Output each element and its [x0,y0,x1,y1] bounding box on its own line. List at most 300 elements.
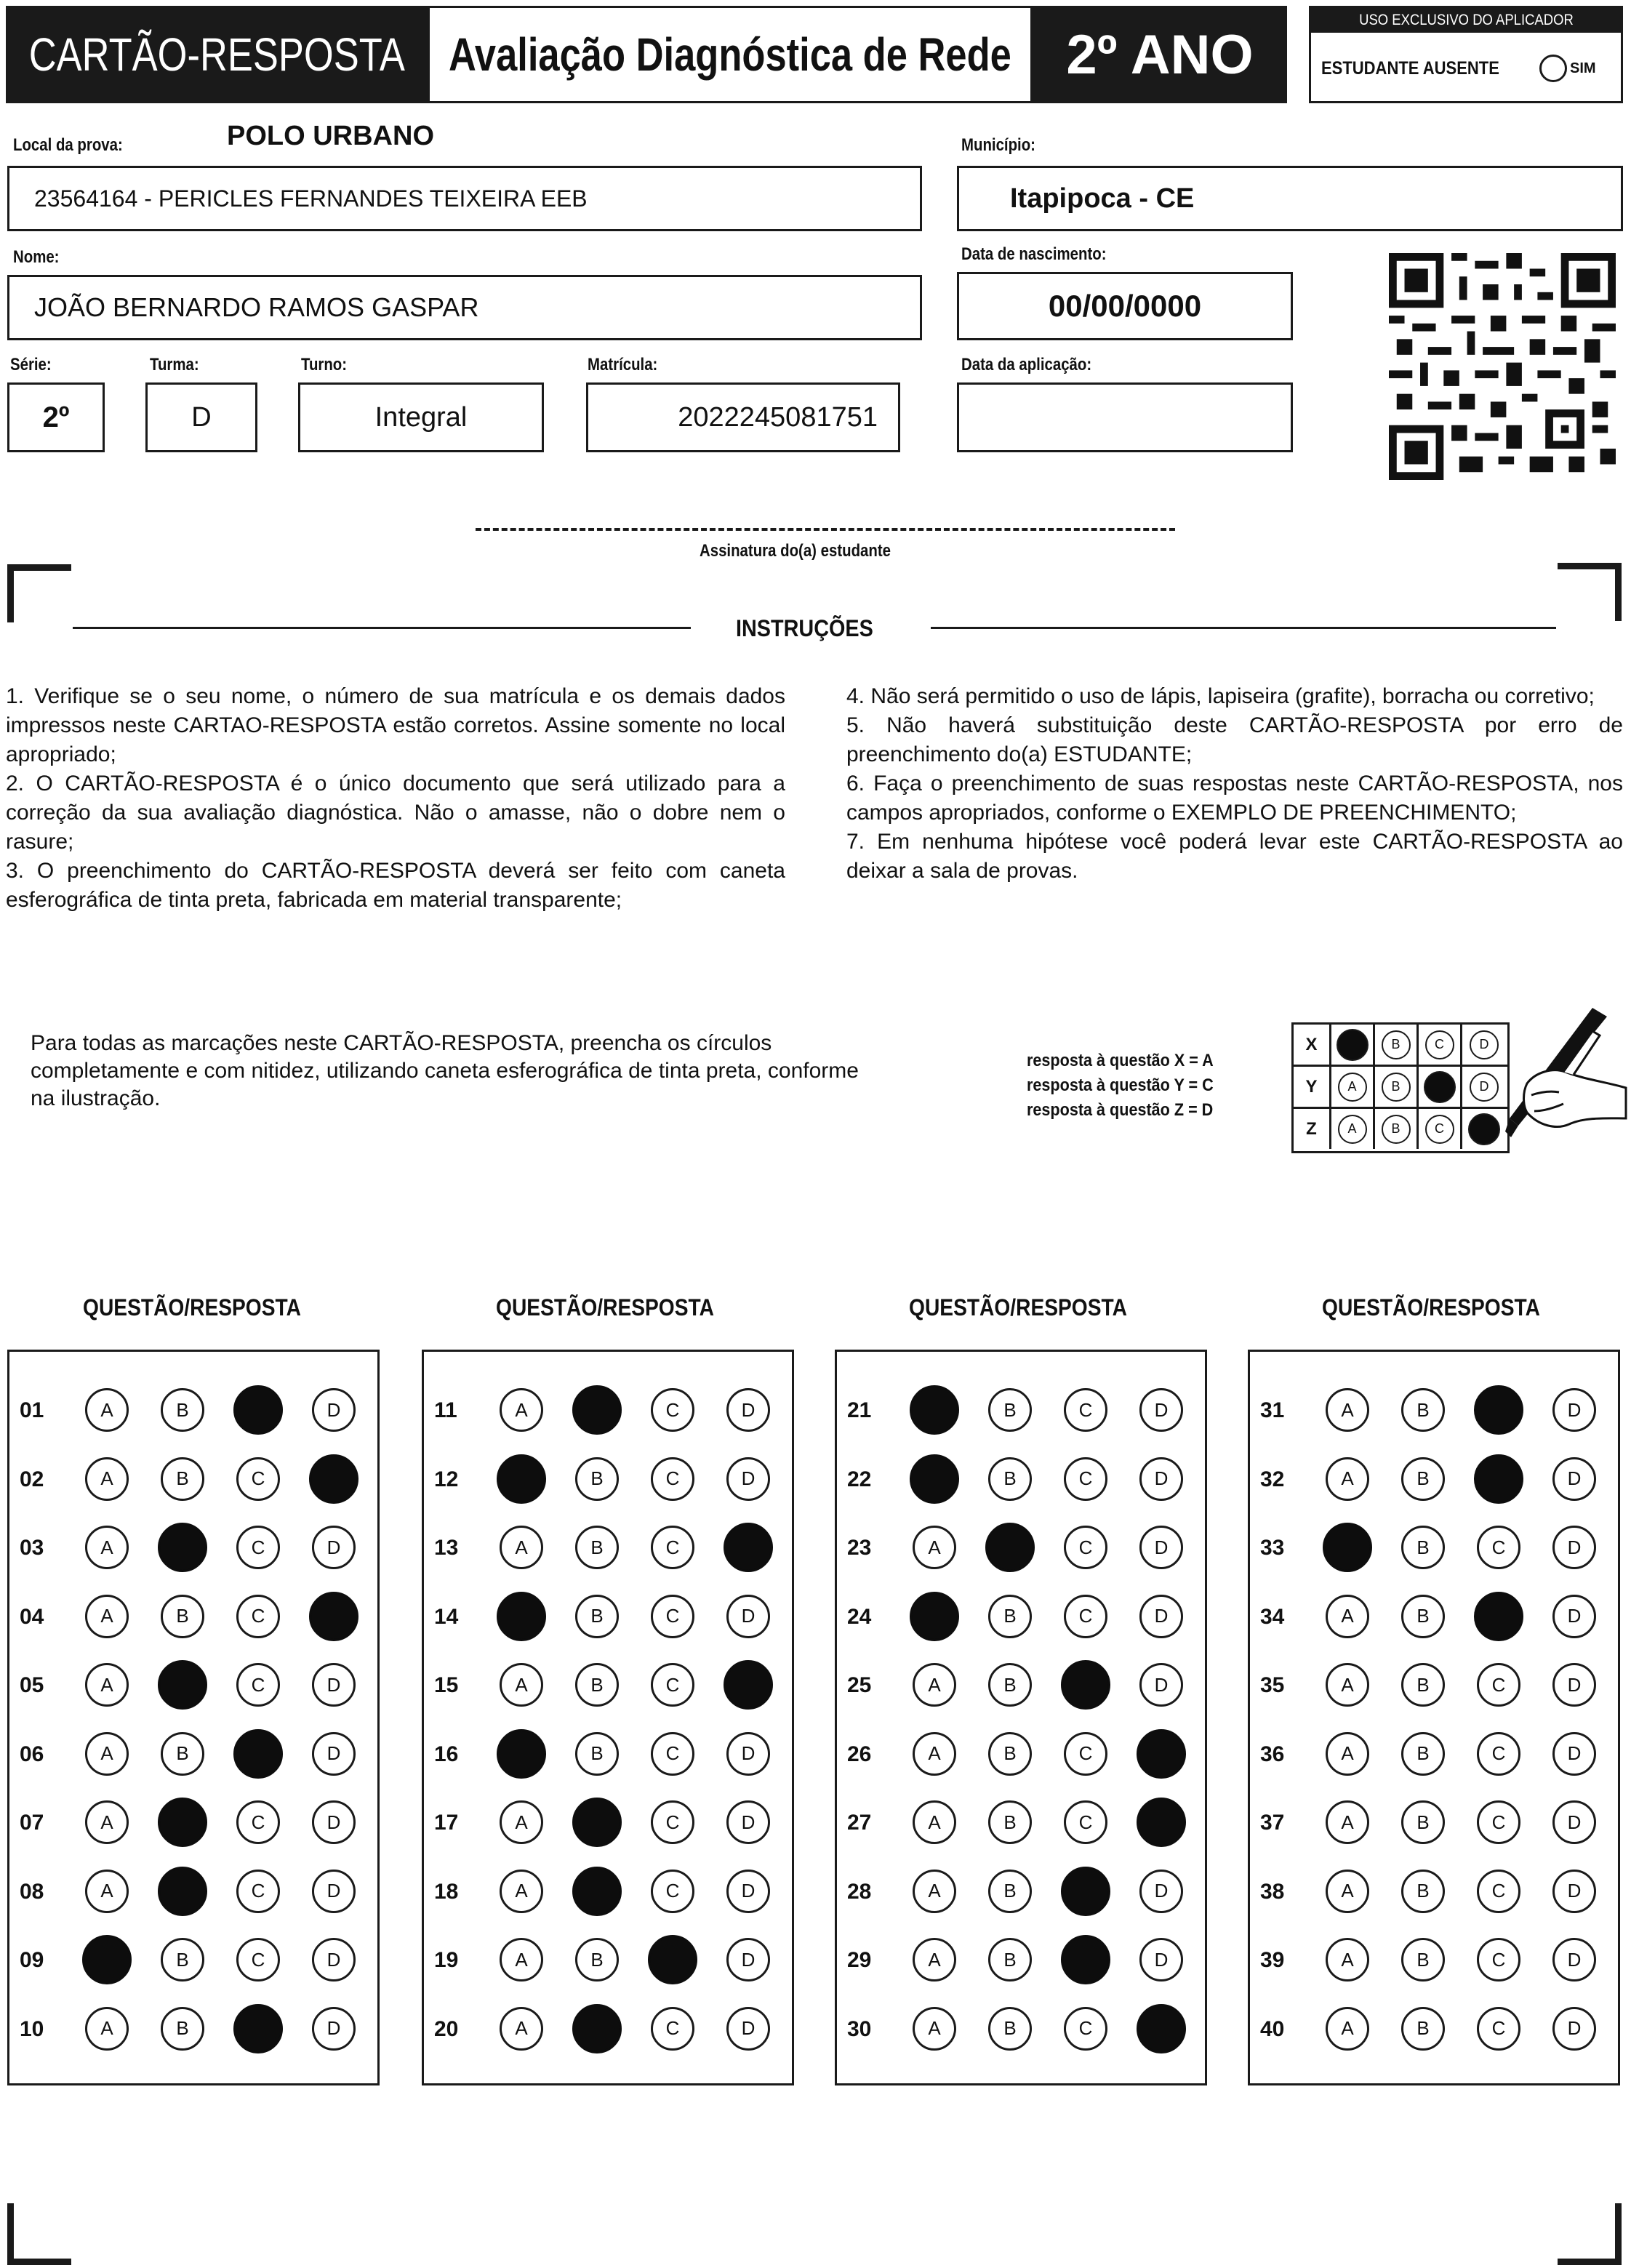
answer-bubble[interactable]: B [1401,1938,1445,1982]
question-number: 33 [1260,1536,1285,1560]
answer-bubble[interactable]: C [1064,1595,1107,1638]
answer-bubble-marked[interactable] [910,1385,959,1435]
answer-bubble-marked[interactable] [985,1523,1035,1572]
example-bubble: A [1338,1073,1367,1102]
answer-row [837,1595,1205,1638]
answer-bubble[interactable]: B [988,1663,1032,1707]
answer-bubble-marked[interactable] [309,1454,358,1504]
signature-line[interactable] [476,528,1175,531]
answer-bubble[interactable]: B [575,1938,619,1982]
answer-bubble[interactable]: C [1477,1870,1520,1913]
municipio-label: Município: [961,135,1035,155]
answer-bubble[interactable]: B [988,1870,1032,1913]
municipio-field [957,166,1623,231]
answer-bubble[interactable]: C [1064,2007,1107,2051]
example-bubble: B [1382,1115,1411,1144]
school-value: 23564164 - PERICLES FERNANDES TEIXEIRA EEB [34,185,588,212]
question-number: 36 [1260,1742,1285,1766]
answer-bubble[interactable]: D [1552,1800,1596,1844]
qr-code [1389,250,1616,483]
answer-bubble-marked[interactable] [1061,1660,1110,1710]
example-bubble: C [1425,1030,1454,1059]
instruction-3: 3. O preenchimento do CARTÃO-RESPOSTA deverá ser feito com caneta esferográfica de tinta preta, fabricada em material transparente; [6,859,785,912]
aplicacao-label: Data da aplicação: [961,355,1092,374]
answer-bubble[interactable]: C [1064,1732,1107,1776]
answer-bubble[interactable]: C [651,1732,694,1776]
example-bubble: B [1382,1073,1411,1102]
matricula-label: Matrícula: [588,355,658,374]
answer-bubble-marked[interactable] [910,1592,959,1641]
answer-bubble[interactable]: B [575,1457,619,1501]
answer-bubble[interactable]: D [726,1800,770,1844]
answer-bubble[interactable]: A [85,1800,129,1844]
question-number: 27 [847,1811,872,1835]
answer-panel [1248,1350,1620,2085]
answer-bubble[interactable]: C [236,1870,280,1913]
answer-bubble[interactable]: D [312,1526,356,1569]
answer-bubble[interactable]: D [312,1938,356,1982]
example-bubble-filled [1424,1071,1456,1103]
answer-bubble[interactable]: A [913,1732,956,1776]
corner-mark-top-right [1558,563,1622,569]
answer-bubble-marked[interactable] [724,1523,773,1572]
question-number: 12 [434,1467,459,1491]
answer-row [1250,1595,1618,1638]
answer-bubble-marked[interactable] [1137,1729,1186,1779]
answer-bubble[interactable]: D [312,1870,356,1913]
answer-bubble[interactable]: B [161,1388,204,1432]
answer-row [9,1663,377,1707]
turma-field [145,382,257,452]
answer-row [837,1800,1205,1844]
question-number: 22 [847,1467,872,1491]
answer-bubble-marked[interactable] [1061,1935,1110,1984]
question-number: 23 [847,1536,872,1560]
answer-bubble[interactable]: B [988,1938,1032,1982]
instructions-title: INSTRUÇÕES [736,615,873,641]
answer-bubble[interactable]: C [236,1526,280,1569]
answer-bubble[interactable]: C [651,1800,694,1844]
answer-row [9,2007,377,2051]
question-number: 17 [434,1811,459,1835]
answer-row [9,1800,377,1844]
question-number: 34 [1260,1604,1285,1629]
turno-field [298,382,544,452]
answer-bubble[interactable]: D [726,1595,770,1638]
answer-bubble[interactable]: C [1477,1526,1520,1569]
answer-bubble-marked[interactable] [1137,1798,1186,1847]
answer-bubble[interactable]: C [651,1457,694,1501]
answer-bubble[interactable]: A [913,2007,956,2051]
answer-bubble[interactable]: B [161,2007,204,2051]
answer-bubble[interactable]: C [236,1663,280,1707]
instruction-6: 6. Faça o preenchimento de suas respostas neste CARTÃO-RESPOSTA, nos campos apropriados, conforme o EXEMPLO DE PREENCHIMENTO; [846,772,1623,825]
matricula-field [586,382,900,452]
question-number: 35 [1260,1673,1285,1697]
answer-bubble[interactable]: B [988,2007,1032,2051]
answer-row [1250,1732,1618,1776]
question-number: 15 [434,1673,459,1697]
answer-bubble[interactable]: D [312,2007,356,2051]
aplicacao-field[interactable] [957,382,1293,452]
example-cell [1331,1025,1375,1065]
instructions-rule-right [931,627,1556,629]
answer-bubble-marked[interactable] [1061,1867,1110,1916]
answer-row [424,1732,792,1776]
example-cell [1419,1109,1462,1149]
question-number: 04 [20,1604,44,1629]
absent-label: ESTUDANTE AUSENTE [1321,57,1499,79]
answer-bubble-marked[interactable] [497,1454,546,1504]
answer-bubble[interactable]: D [1139,1870,1183,1913]
question-number: 02 [20,1467,44,1491]
answer-bubble[interactable]: A [913,1800,956,1844]
answer-bubble[interactable]: B [161,1938,204,1982]
column-header: QUESTÃO/RESPOSTA [496,1294,714,1321]
answer-bubble[interactable]: B [1401,1595,1445,1638]
answer-bubble-marked[interactable] [233,2004,283,2053]
answer-bubble-marked[interactable] [1474,1454,1523,1504]
answer-bubble[interactable]: A [500,1526,543,1569]
question-number: 20 [434,2016,459,2041]
answer-bubble[interactable]: C [236,1457,280,1501]
answer-bubble[interactable]: A [1326,1457,1369,1501]
answer-bubble[interactable]: C [1064,1800,1107,1844]
example-row [1294,1025,1507,1067]
answer-bubble[interactable]: D [312,1663,356,1707]
answer-row [9,1388,377,1432]
answer-bubble-marked[interactable] [158,1867,207,1916]
question-number: 05 [20,1673,44,1697]
answer-bubble[interactable]: B [161,1457,204,1501]
answer-row [1250,1663,1618,1707]
answer-bubble[interactable]: B [988,1595,1032,1638]
answer-bubble[interactable]: B [1401,1388,1445,1432]
answer-row [424,1595,792,1638]
answer-bubble[interactable]: A [500,1388,543,1432]
answer-bubble[interactable]: C [1064,1388,1107,1432]
answer-bubble-marked[interactable] [233,1385,283,1435]
column-header: QUESTÃO/RESPOSTA [909,1294,1127,1321]
answer-bubble[interactable]: B [988,1800,1032,1844]
answer-panel [835,1350,1207,2085]
answer-panel [422,1350,794,2085]
answer-bubble[interactable]: D [1552,2007,1596,2051]
answer-bubble[interactable]: C [651,1595,694,1638]
instructions-rule-left [73,627,691,629]
answer-bubble-marked[interactable] [572,1867,622,1916]
answer-bubble[interactable]: C [651,1663,694,1707]
answer-bubble[interactable]: A [1326,1595,1369,1638]
answer-bubble[interactable]: A [1326,1870,1369,1913]
example-cell [1331,1109,1375,1149]
answer-bubble[interactable]: B [988,1388,1032,1432]
example-grid [1291,1022,1510,1153]
question-number: 06 [20,1742,44,1766]
answer-row [424,1663,792,1707]
answer-bubble[interactable]: D [1552,1457,1596,1501]
answer-bubble[interactable]: D [726,2007,770,2051]
exam-title [428,6,1033,103]
answer-bubble[interactable]: D [1139,1388,1183,1432]
nome-label: Nome: [13,247,60,267]
answer-bubble-marked[interactable] [648,1935,697,1984]
turno-value: Integral [374,401,468,433]
instruction-2: 2. O CARTÃO-RESPOSTA é o único documento que será utilizado para a correção da sua avaliação diagnóstica. Não o amasse, não o dobre nem o rasure; [6,772,785,854]
example-row-label: Y [1294,1067,1331,1107]
absent-checkbox[interactable] [1539,55,1567,82]
answer-bubble[interactable]: A [85,1732,129,1776]
answer-row [424,1800,792,1844]
answer-bubble[interactable]: D [1552,1595,1596,1638]
pen-hand-illustration [1483,1002,1629,1147]
answer-bubble[interactable]: B [988,1457,1032,1501]
answer-bubble[interactable]: B [575,1732,619,1776]
answer-bubble-marked[interactable] [233,1729,283,1779]
answer-bubble-marked[interactable] [572,1798,622,1847]
answer-bubble[interactable]: B [1401,1457,1445,1501]
answer-bubble-marked[interactable] [82,1935,132,1984]
answer-row [1250,1457,1618,1501]
column-header: QUESTÃO/RESPOSTA [83,1294,301,1321]
example-legend-y: resposta à questão Y = C [1027,1075,1214,1095]
answer-bubble[interactable]: A [1326,1732,1369,1776]
nome-field [7,275,922,340]
answer-bubble[interactable]: A [1326,2007,1369,2051]
answer-bubble[interactable]: D [1552,1870,1596,1913]
answer-bubble-marked[interactable] [158,1660,207,1710]
answer-bubble[interactable]: A [500,2007,543,2051]
instruction-1: 1. Verifique se o seu nome, o número de sua matrícula e os demais dados impressos neste CARTAO-RESPOSTA estão corretos. Assine somente no local apropriado; [6,684,785,766]
answer-bubble[interactable]: A [913,1938,956,1982]
corner-mark-bottom-left-v [7,2203,14,2265]
turma-value: D [191,401,212,433]
example-bubble-filled [1337,1029,1368,1061]
answer-bubble[interactable]: D [1552,1526,1596,1569]
answer-row [837,2007,1205,2051]
example-bubble: B [1382,1030,1411,1059]
grade-title-text: 2º ANO [1066,23,1254,86]
example-legend [1027,1049,1234,1123]
instructions-left [6,682,785,915]
answer-bubble[interactable]: A [85,1595,129,1638]
answer-row [424,1457,792,1501]
example-row-label: Z [1294,1109,1331,1149]
answer-bubble[interactable]: C [1477,2007,1520,2051]
answer-bubble[interactable]: A [913,1663,956,1707]
answer-bubble[interactable]: A [913,1526,956,1569]
answer-bubble[interactable]: D [1552,1388,1596,1432]
absent-row [1321,55,1596,82]
answer-bubble[interactable]: A [1326,1800,1369,1844]
answer-row [424,1938,792,1982]
answer-bubble-marked[interactable] [1323,1523,1372,1572]
answer-row [1250,1938,1618,1982]
answer-bubble[interactable]: A [85,1870,129,1913]
answer-row [837,1457,1205,1501]
answer-bubble[interactable]: C [651,1526,694,1569]
question-number: 18 [434,1879,459,1904]
question-number: 24 [847,1604,872,1629]
answer-row [837,1388,1205,1432]
answer-bubble[interactable]: C [1477,1800,1520,1844]
answer-bubble-marked[interactable] [724,1660,773,1710]
answer-bubble[interactable]: C [651,1388,694,1432]
answer-bubble[interactable]: D [1552,1732,1596,1776]
question-number: 03 [20,1536,44,1560]
answer-bubble[interactable]: D [726,1732,770,1776]
answer-bubble[interactable]: C [1064,1457,1107,1501]
answer-row [9,1595,377,1638]
answer-row [837,1938,1205,1982]
answer-bubble[interactable]: B [1401,1663,1445,1707]
question-number: 09 [20,1948,44,1972]
answer-bubble[interactable]: B [161,1595,204,1638]
answer-bubble[interactable]: D [726,1938,770,1982]
answer-bubble[interactable]: B [988,1732,1032,1776]
nascimento-label: Data de nascimento: [961,244,1107,264]
answer-bubble[interactable]: B [1401,1732,1445,1776]
question-number: 39 [1260,1948,1285,1972]
answer-bubble[interactable]: B [1401,1800,1445,1844]
question-number: 01 [20,1398,44,1422]
exam-title-text: Avaliação Diagnóstica de Rede [449,28,1011,81]
answer-bubble[interactable]: D [1139,1526,1183,1569]
answer-bubble[interactable]: D [1139,1938,1183,1982]
example-cell [1419,1067,1462,1107]
answer-bubble[interactable]: B [575,1526,619,1569]
answer-bubble[interactable]: C [1477,1663,1520,1707]
absent-option-label: SIM [1570,60,1596,76]
answer-bubble[interactable]: B [575,1595,619,1638]
answer-bubble-marked[interactable] [572,1385,622,1435]
answer-bubble[interactable]: C [651,1870,694,1913]
answer-bubble-marked[interactable] [1137,2004,1186,2053]
answer-bubble[interactable]: B [161,1732,204,1776]
answer-bubble[interactable]: A [85,1457,129,1501]
answer-bubble[interactable]: A [500,1938,543,1982]
answer-bubble-marked[interactable] [497,1592,546,1641]
answer-bubble[interactable]: A [85,1526,129,1569]
answer-bubble[interactable]: C [236,1938,280,1982]
answer-row [837,1663,1205,1707]
question-number: 30 [847,2016,872,2041]
serie-value: 2º [42,401,70,433]
answer-panel [7,1350,380,2085]
question-number: 07 [20,1811,44,1835]
instruction-5: 5. Não haverá substituição deste CARTÃO-RESPOSTA por erro de preenchimento do(a) ESTUDANTE; [846,713,1623,766]
answer-bubble[interactable]: C [1477,1938,1520,1982]
answer-bubble[interactable]: C [1064,1526,1107,1569]
answer-row [424,1388,792,1432]
answer-bubble[interactable]: A [500,1663,543,1707]
example-bubble: D [1470,1073,1499,1102]
answer-bubble[interactable]: B [1401,1526,1445,1569]
answer-bubble[interactable]: D [726,1457,770,1501]
answer-bubble[interactable]: A [85,1663,129,1707]
question-number: 25 [847,1673,872,1697]
card-title-text: CARTÃO-RESPOSTA [28,28,405,81]
answer-bubble[interactable]: A [1326,1938,1369,1982]
answer-bubble[interactable]: D [1139,1457,1183,1501]
answer-bubble[interactable]: C [651,2007,694,2051]
municipio-value: Itapipoca - CE [1010,183,1195,214]
answer-bubble[interactable]: C [236,1595,280,1638]
answer-bubble[interactable]: A [85,1388,129,1432]
answer-bubble[interactable]: B [1401,1870,1445,1913]
local-value: POLO URBANO [227,121,434,151]
answer-bubble[interactable]: D [312,1800,356,1844]
question-number: 26 [847,1742,872,1766]
question-number: 28 [847,1879,872,1904]
answer-bubble[interactable]: D [1552,1663,1596,1707]
answer-bubble-marked[interactable] [910,1454,959,1504]
answer-bubble-marked[interactable] [497,1729,546,1779]
instruction-7: 7. Em nenhuma hipótese você poderá levar este CARTÃO-RESPOSTA ao deixar a sala de provas. [846,830,1623,883]
question-number: 11 [434,1398,457,1422]
answer-bubble[interactable]: A [1326,1663,1369,1707]
turno-label: Turno: [301,355,348,374]
answer-bubble-marked[interactable] [309,1592,358,1641]
answer-bubble-marked[interactable] [1474,1592,1523,1641]
question-number: 21 [847,1398,872,1422]
answer-bubble-marked[interactable] [1474,1385,1523,1435]
answer-bubble[interactable]: D [312,1388,356,1432]
answer-bubble[interactable]: D [1552,1938,1596,1982]
answer-bubble[interactable]: A [1326,1388,1369,1432]
answer-bubble[interactable]: A [500,1800,543,1844]
answer-bubble-marked[interactable] [572,2004,622,2053]
grade-title [1033,6,1287,103]
answer-bubble[interactable]: B [1401,2007,1445,2051]
question-number: 29 [847,1948,872,1972]
answer-bubble[interactable]: C [1477,1732,1520,1776]
answer-row [9,1732,377,1776]
example-cell [1375,1067,1419,1107]
answer-row [1250,1526,1618,1569]
answer-bubble-marked[interactable] [158,1523,207,1572]
answer-row [1250,2007,1618,2051]
answer-row [424,1870,792,1913]
answer-bubble[interactable]: D [726,1870,770,1913]
serie-label: Série: [10,355,52,374]
example-legend-x: resposta à questão X = A [1027,1051,1214,1070]
answer-row [837,1870,1205,1913]
example-cell [1375,1025,1419,1065]
example-row-label: X [1294,1025,1331,1065]
nascimento-value: 00/00/0000 [1048,289,1202,323]
answer-row [9,1457,377,1501]
answer-bubble[interactable]: B [575,1663,619,1707]
answer-bubble[interactable]: C [236,1800,280,1844]
answer-row [1250,1388,1618,1432]
answer-bubble[interactable]: D [1139,1595,1183,1638]
corner-mark-bottom-right [1558,2259,1622,2265]
question-number: 38 [1260,1879,1285,1904]
answer-bubble[interactable]: A [500,1870,543,1913]
answer-row [837,1526,1205,1569]
fill-instruction: Para todas as marcações neste CARTÃO-RESPOSTA, preencha os círculos completamente e com nitidez, utilizando caneta esferográfica de tinta preta, conforme na ilustração. [31,1031,859,1110]
answer-bubble[interactable]: D [726,1388,770,1432]
answer-bubble-marked[interactable] [158,1798,207,1847]
answer-bubble[interactable]: D [312,1732,356,1776]
nome-value: JOÃO BERNARDO RAMOS GASPAR [34,292,479,322]
example-bubble: C [1425,1115,1454,1144]
question-number: 40 [1260,2016,1285,2041]
answer-bubble[interactable]: A [85,2007,129,2051]
answer-bubble[interactable]: D [1139,1663,1183,1707]
answer-bubble[interactable]: A [913,1870,956,1913]
